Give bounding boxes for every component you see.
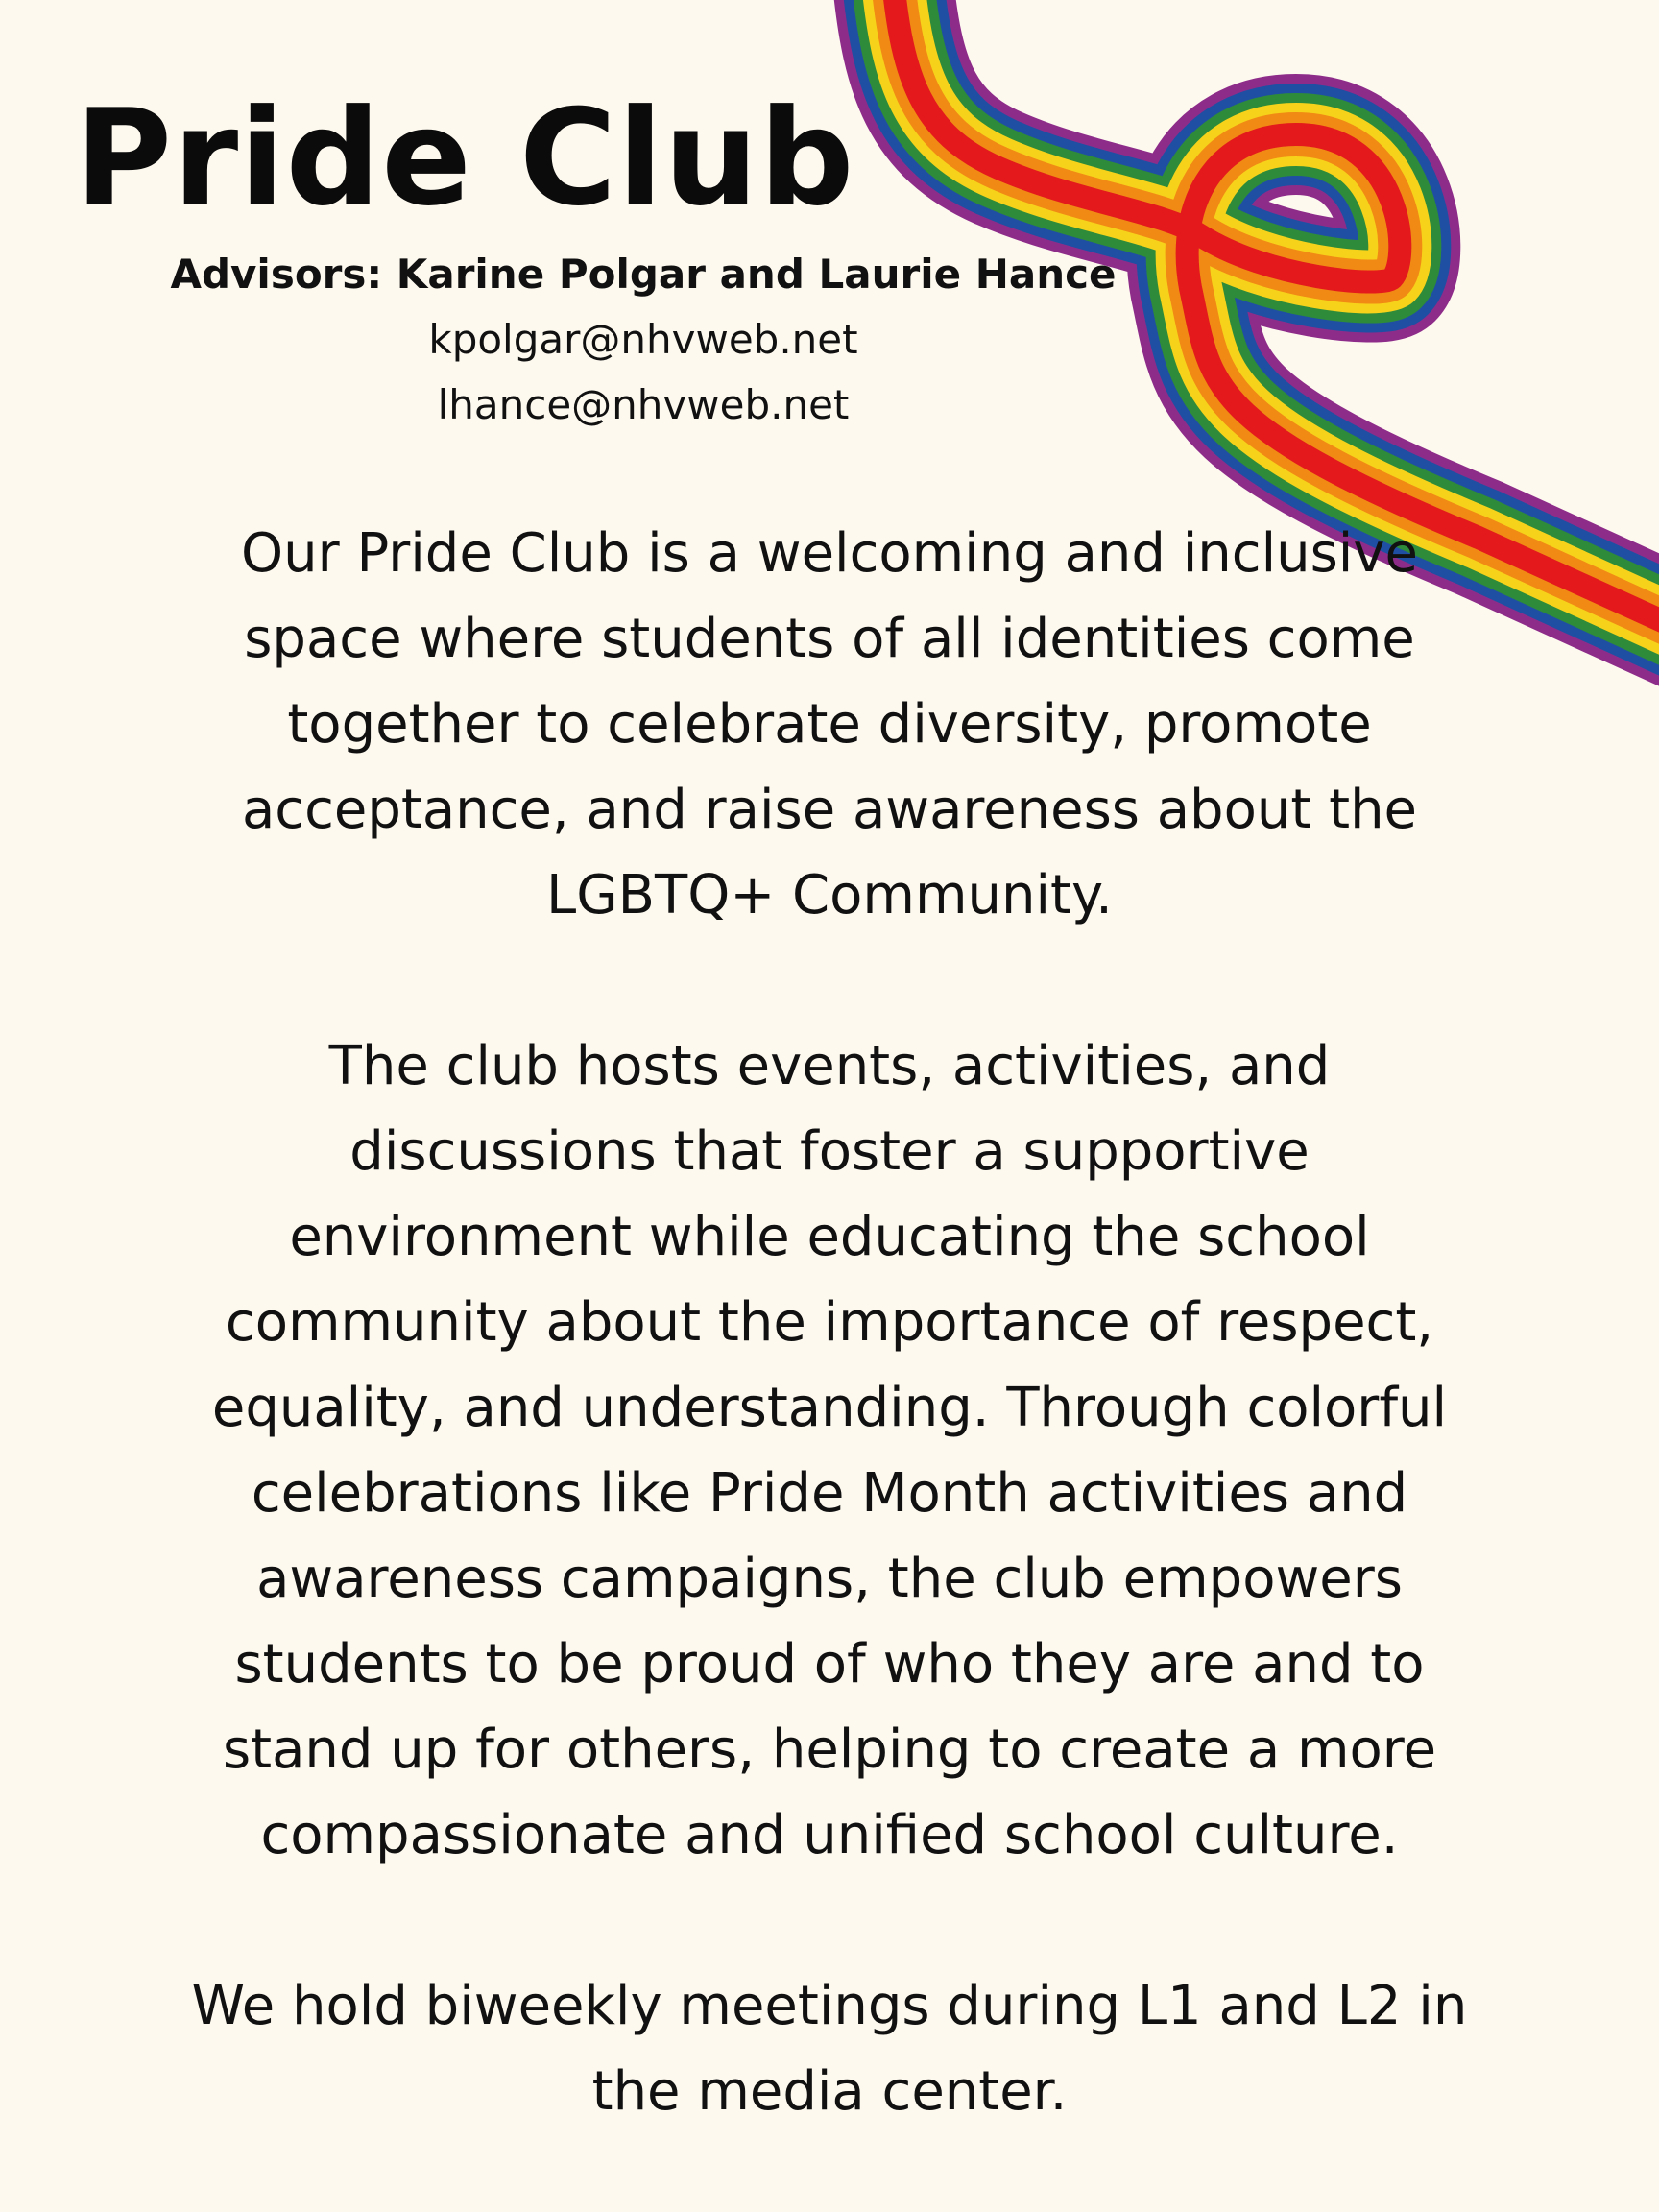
text-line: stand up for others, helping to create a more <box>222 1719 1437 1781</box>
paragraph-intro <box>38 511 1621 938</box>
text-line: together to celebrate diversity, promote <box>287 693 1372 756</box>
text-line: awareness campaigns, the club empowers <box>256 1548 1403 1610</box>
advisor-email-hance[interactable]: lhance@nhvweb.net <box>437 381 850 428</box>
page-title: Pride Club <box>75 81 855 235</box>
club-description <box>38 511 1621 2134</box>
text-line: community about the importance of respect, <box>225 1291 1434 1354</box>
paragraph-activities <box>38 1023 1621 1878</box>
text-line: LGBTQ+ Community. <box>546 864 1113 926</box>
advisor-email-polgar[interactable]: kpolgar@nhvweb.net <box>428 316 858 363</box>
paragraph-gap <box>38 938 1621 1023</box>
text-line: We hold biweekly meetings during L1 and L2 in <box>191 1975 1468 2037</box>
text-line: students to be proud of who they are and to <box>234 1633 1425 1695</box>
text-line: the media center. <box>591 2060 1068 2123</box>
text-line: discussions that foster a supportive <box>349 1120 1310 1183</box>
paragraph-gap <box>38 1878 1621 1963</box>
text-line: Our Pride Club is a welcoming and inclusive <box>241 522 1418 585</box>
text-line: celebrations like Pride Month activities and <box>251 1462 1408 1525</box>
text-line: environment while educating the school <box>289 1206 1370 1268</box>
text-line: equality, and understanding. Through colorful <box>211 1377 1448 1439</box>
text-line: compassionate and unified school culture. <box>260 1804 1399 1866</box>
paragraph-meetings <box>38 1963 1621 2134</box>
advisors-line: Advisors: Karine Polgar and Laurie Hance <box>170 251 1117 298</box>
text-line: space where students of all identities come <box>244 608 1415 670</box>
text-line: The club hosts events, activities, and <box>328 1035 1331 1097</box>
text-line: acceptance, and raise awareness about the <box>241 779 1418 841</box>
